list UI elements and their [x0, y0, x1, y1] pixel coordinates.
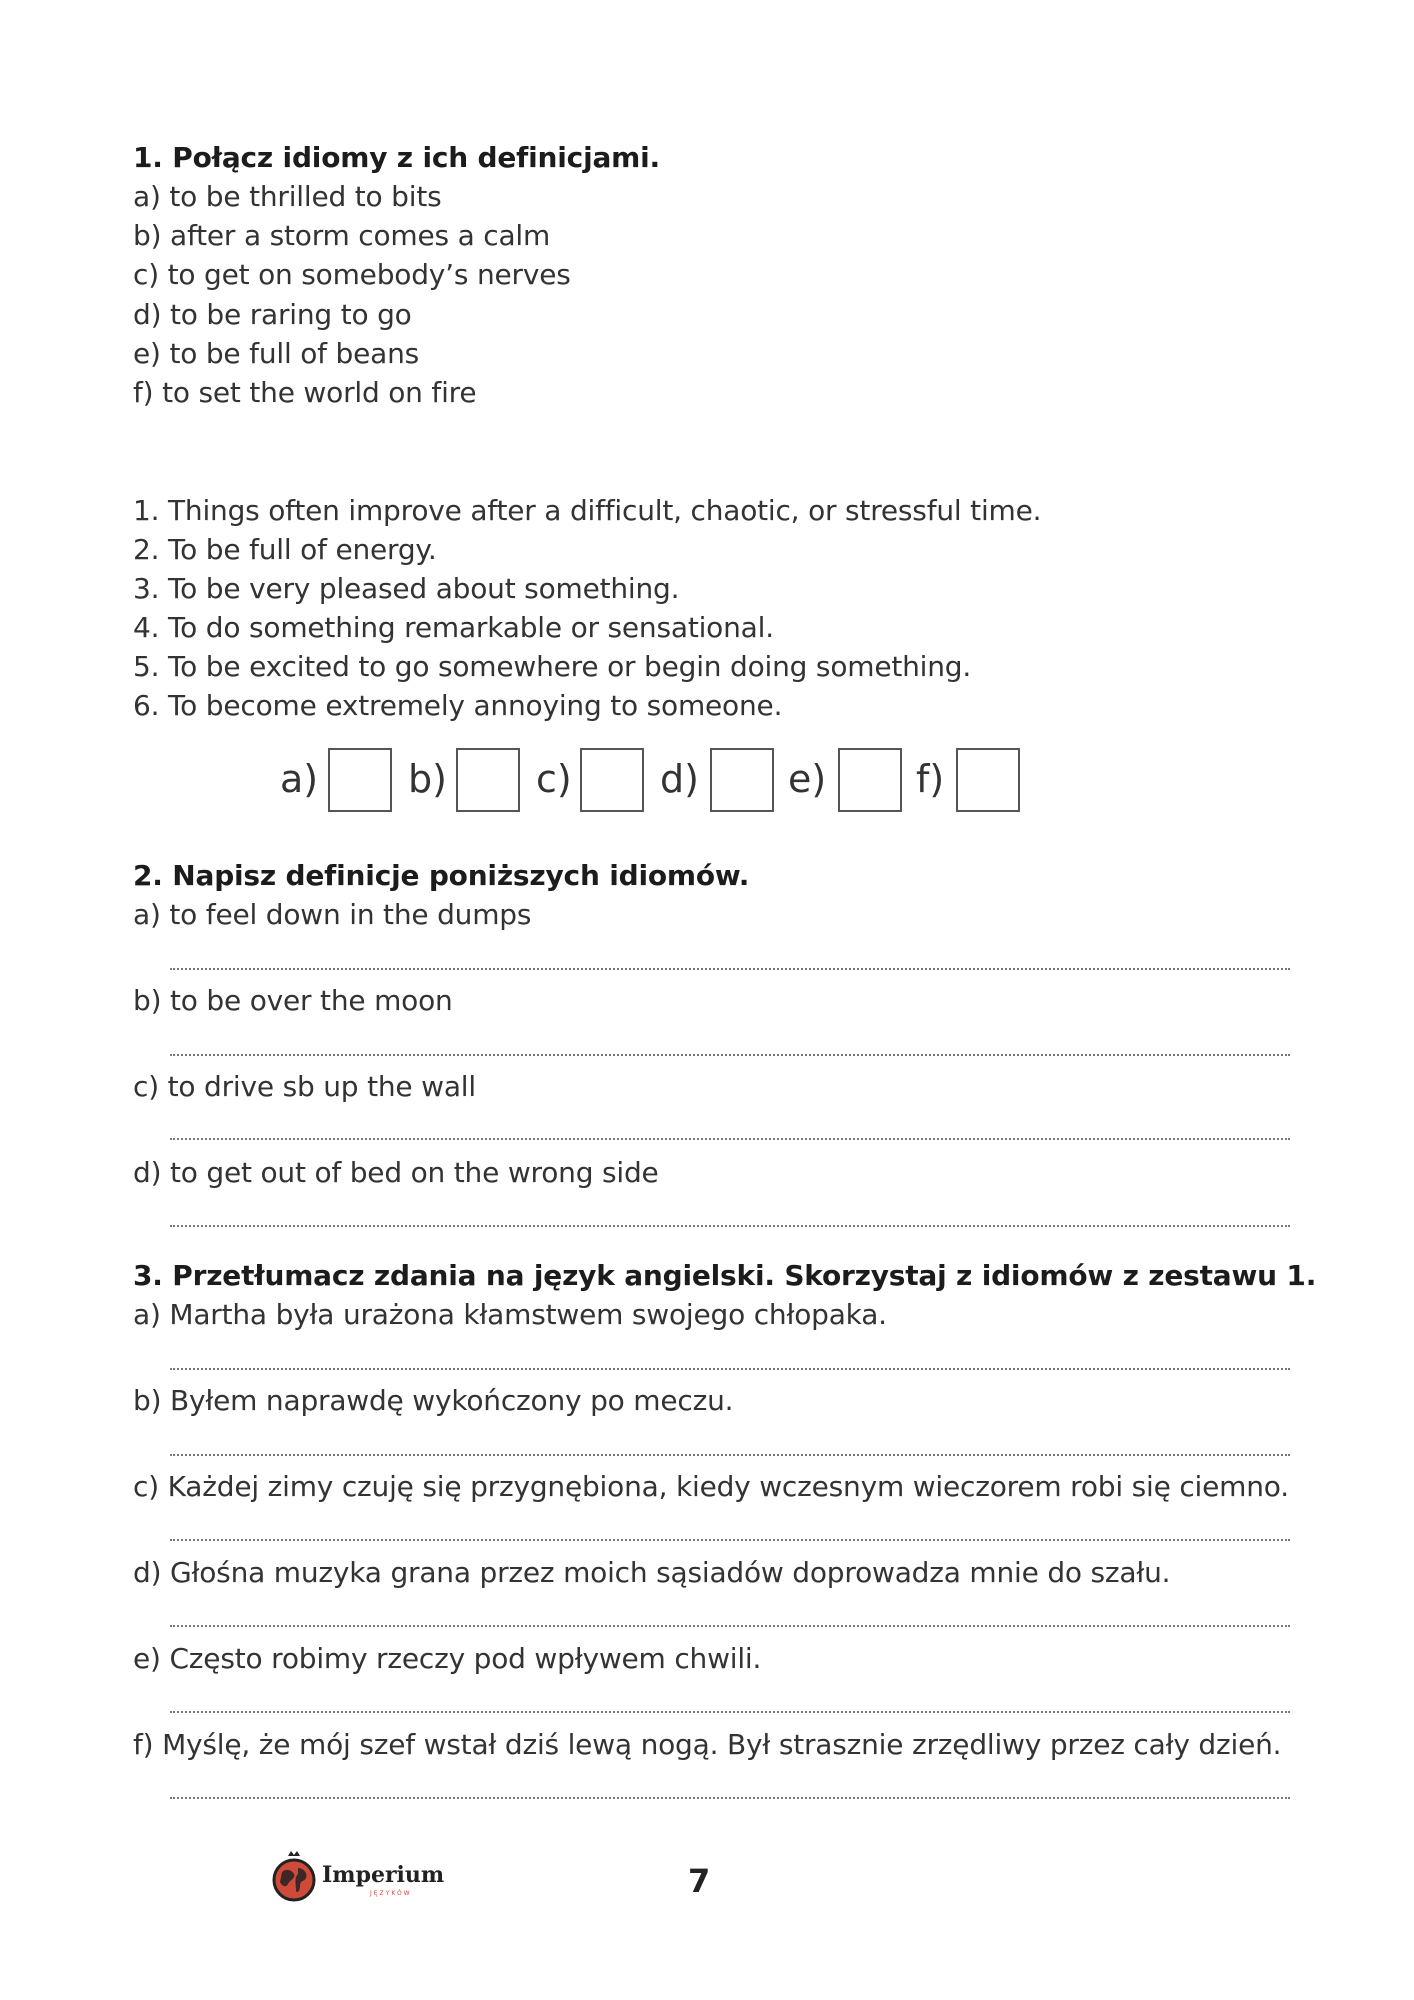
answer-line[interactable] [170, 1368, 1290, 1370]
exercise-2-item-c: c) to drive sb up the wall [133, 1070, 476, 1103]
exercise-2-item-d: d) to get out of bed on the wrong side [133, 1156, 659, 1189]
idiom-f: f) to set the world on fire [133, 376, 477, 409]
answer-line[interactable] [170, 1454, 1290, 1456]
answer-box-d[interactable] [710, 748, 774, 812]
definition-3: 3. To be very pleased about something. [133, 572, 680, 605]
exercise-3-item-d: d) Głośna muzyka grana przez moich sąsiadów doprowadza mnie do szału. [133, 1556, 1171, 1589]
answer-label-e: e) [788, 757, 827, 801]
exercise-1-heading: 1. Połącz idiomy z ich definicjami. [133, 141, 660, 174]
idiom-e: e) to be full of beans [133, 337, 420, 370]
answer-label-a: a) [280, 757, 319, 801]
definition-1: 1. Things often improve after a difficult, chaotic, or stressful time. [133, 494, 1042, 527]
answer-line[interactable] [170, 968, 1290, 970]
logo-subtext: JĘZYKÓW [370, 1890, 412, 1897]
answer-label-d: d) [660, 757, 699, 801]
idiom-d: d) to be raring to go [133, 298, 412, 331]
exercise-3-item-f: f) Myślę, że mój szef wstał dziś lewą nogą. Był strasznie zrzędliwy przez cały dzień. [133, 1728, 1282, 1761]
logo-text: Imperium [322, 1862, 445, 1888]
definition-2: 2. To be full of energy. [133, 533, 437, 566]
answer-line[interactable] [170, 1625, 1290, 1627]
exercise-3-item-b: b) Byłem naprawdę wykończony po meczu. [133, 1384, 734, 1417]
answer-line[interactable] [170, 1138, 1290, 1140]
answer-line[interactable] [170, 1797, 1290, 1799]
answer-label-b: b) [408, 757, 447, 801]
idiom-c: c) to get on somebody’s nerves [133, 258, 571, 291]
imperium-logo [270, 1850, 470, 1910]
exercise-3-item-a: a) Martha była urażona kłamstwem swojego chłopaka. [133, 1298, 887, 1331]
answer-line[interactable] [170, 1711, 1290, 1713]
answer-box-a[interactable] [328, 748, 392, 812]
answer-label-f: f) [916, 757, 945, 801]
exercise-2-heading: 2. Napisz definicje poniższych idiomów. [133, 859, 750, 892]
answer-label-c: c) [536, 757, 572, 801]
exercise-2-item-b: b) to be over the moon [133, 984, 453, 1017]
answer-box-f[interactable] [956, 748, 1020, 812]
exercise-2-item-a: a) to feel down in the dumps [133, 898, 532, 931]
idiom-a: a) to be thrilled to bits [133, 180, 442, 213]
answer-box-b[interactable] [456, 748, 520, 812]
answer-box-c[interactable] [580, 748, 644, 812]
answer-line[interactable] [170, 1539, 1290, 1541]
idiom-b: b) after a storm comes a calm [133, 219, 551, 252]
answer-box-e[interactable] [838, 748, 902, 812]
exercise-3-item-e: e) Często robimy rzeczy pod wpływem chwili. [133, 1642, 762, 1675]
definition-4: 4. To do something remarkable or sensational. [133, 611, 774, 644]
definition-5: 5. To be excited to go somewhere or begin doing something. [133, 650, 972, 683]
definition-6: 6. To become extremely annoying to someone. [133, 689, 783, 722]
answer-line[interactable] [170, 1054, 1290, 1056]
page-number: 7 [688, 1862, 711, 1900]
exercise-3-item-c: c) Każdej zimy czuję się przygnębiona, kiedy wczesnym wieczorem robi się ciemno. [133, 1470, 1289, 1503]
answer-line[interactable] [170, 1225, 1290, 1227]
globe-icon [270, 1850, 318, 1906]
exercise-3-heading: 3. Przetłumacz zdania na język angielski. Skorzystaj z idiomów z zestawu 1. [133, 1259, 1317, 1292]
